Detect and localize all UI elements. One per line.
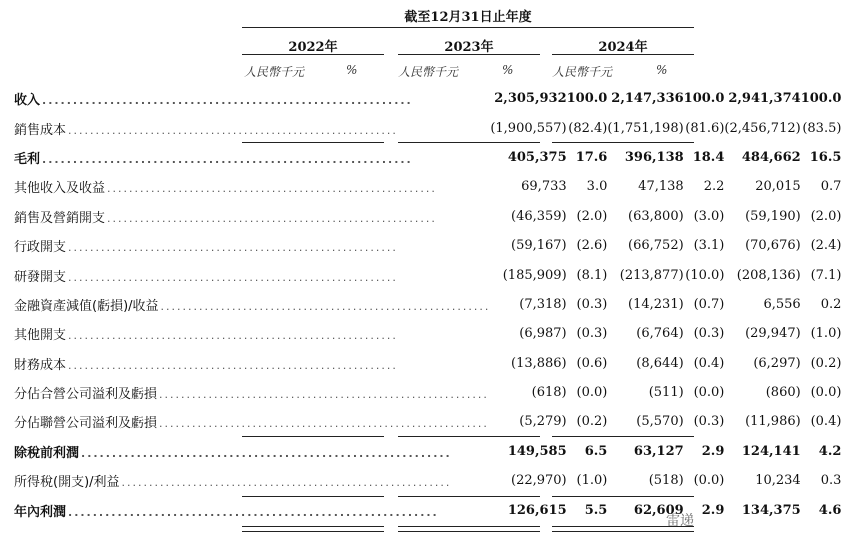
- table-row: [14, 172, 841, 201]
- table-row: [14, 231, 841, 260]
- percent-cell: (0.0): [693, 385, 725, 401]
- amount-cell: (6,987): [519, 326, 567, 342]
- percent-cell: 4.6: [818, 502, 841, 518]
- dot-leader: ............................................................: [68, 358, 398, 372]
- unit-amount-2024: 人民幣千元: [552, 65, 613, 79]
- percent-cell: (0.2): [810, 355, 841, 371]
- row-label: 行政開支 ............................................................: [14, 240, 398, 256]
- dot-leader: ............................................................: [42, 94, 413, 108]
- amount-cell: 69,733: [521, 179, 567, 195]
- table-row: [14, 349, 841, 378]
- row-label: 金融資產減值(虧損)/收益 ............................................................: [14, 298, 491, 314]
- percent-cell: (0.2): [576, 414, 608, 430]
- year-rule-2024: [552, 54, 694, 55]
- amount-cell: (59,167): [511, 238, 567, 254]
- table-row: [14, 202, 841, 231]
- row-label: 銷售成本 ............................................................: [14, 122, 398, 138]
- amount-cell: (5,570): [636, 414, 684, 430]
- year-rule-2023: [398, 54, 540, 55]
- row-label: 研發開支 ............................................................: [14, 269, 398, 285]
- percent-cell: (0.0): [810, 385, 841, 401]
- percent-cell: 17.6: [575, 149, 608, 165]
- amount-cell: (66,752): [628, 238, 684, 254]
- income-statement-table: [14, 84, 841, 525]
- percent-cell: (0.7): [693, 296, 725, 312]
- percent-cell: (0.4): [810, 414, 841, 430]
- amount-cell: 2,147,336: [611, 91, 684, 107]
- rule-before-profit: [398, 496, 540, 497]
- amount-cell: 126,615: [507, 502, 567, 518]
- amount-cell: 405,375: [507, 149, 567, 165]
- amount-cell: (2,456,712): [724, 120, 801, 136]
- amount-cell: (6,297): [753, 355, 801, 371]
- percent-cell: (0.3): [576, 326, 608, 342]
- percent-cell: (7.1): [810, 267, 841, 283]
- double-rule-profit: [242, 526, 384, 532]
- rule-before-profit: [552, 496, 694, 497]
- dot-leader: ............................................................: [68, 329, 398, 343]
- dot-leader: ............................................................: [42, 152, 413, 166]
- percent-cell: (0.4): [693, 355, 725, 371]
- dot-leader: ............................................................: [68, 505, 439, 519]
- amount-cell: (29,947): [745, 326, 801, 342]
- row-label: 年內利潤 ............................................................: [14, 504, 439, 520]
- amount-cell: 20,015: [755, 179, 801, 195]
- rule-before-pbt: [242, 436, 384, 437]
- dot-leader: ............................................................: [107, 211, 437, 225]
- amount-cell: 47,138: [638, 179, 684, 195]
- table-row: [14, 407, 841, 436]
- unit-pct-2023: %: [502, 63, 514, 77]
- amount-cell: 63,127: [633, 443, 684, 459]
- table-row: [14, 378, 841, 407]
- table-row: [14, 143, 841, 172]
- dot-leader: ............................................................: [81, 446, 452, 460]
- year-header-2024: 2024年: [598, 40, 648, 55]
- row-label: 其他收入及收益 ............................................................: [14, 181, 437, 197]
- amount-cell: (6,764): [636, 326, 684, 342]
- percent-cell: (1.0): [810, 326, 841, 342]
- rule-before-pbt: [398, 436, 540, 437]
- unit-amount-2023: 人民幣千元: [398, 65, 459, 79]
- percent-cell: 3.0: [586, 179, 608, 195]
- amount-cell: (511): [648, 385, 684, 401]
- percent-cell: (2.6): [576, 238, 608, 254]
- row-label: 毛利 ............................................................: [14, 151, 413, 167]
- amount-cell: (13,886): [511, 355, 567, 371]
- percent-cell: 0.3: [820, 473, 841, 489]
- percent-cell: 18.4: [692, 149, 725, 165]
- table-row: [14, 113, 841, 142]
- unit-amount-2022: 人民幣千元: [244, 65, 305, 79]
- percent-cell: (0.3): [693, 326, 725, 342]
- amount-cell: 134,375: [741, 502, 801, 518]
- amount-cell: (46,359): [511, 208, 567, 224]
- amount-cell: (618): [531, 385, 567, 401]
- percent-cell: (0.0): [693, 473, 725, 489]
- dot-leader: ............................................................: [121, 476, 452, 490]
- row-label: 除稅前利潤 ............................................................: [14, 445, 452, 461]
- unit-pct-2024: %: [656, 63, 668, 77]
- watermark: 雷递: [666, 513, 694, 529]
- percent-cell: (0.6): [576, 355, 608, 371]
- amount-cell: 10,234: [755, 473, 801, 489]
- period-title: 截至12月31日止年度: [404, 10, 532, 25]
- percent-cell: (83.5): [802, 120, 841, 136]
- amount-cell: (7,318): [519, 296, 567, 312]
- amount-cell: (213,877): [619, 267, 684, 283]
- rule-before-profit: [242, 496, 384, 497]
- row-label: 分佔合營公司溢利及虧損 ............................................................: [14, 387, 489, 403]
- rule-before-gross-profit: [552, 142, 694, 143]
- table-row: [14, 319, 841, 348]
- amount-cell: (22,970): [511, 473, 567, 489]
- percent-cell: (82.4): [568, 120, 608, 136]
- amount-cell: (860): [765, 385, 801, 401]
- percent-cell: 4.2: [818, 443, 841, 459]
- percent-cell: (81.6): [685, 120, 725, 136]
- row-label: 財務成本 ............................................................: [14, 357, 398, 373]
- percent-cell: 2.9: [701, 443, 725, 459]
- percent-cell: 16.5: [809, 149, 841, 165]
- amount-cell: (1,751,198): [607, 120, 684, 136]
- rule-before-gross-profit: [242, 142, 384, 143]
- percent-cell: (2.0): [576, 208, 608, 224]
- period-rule: [242, 27, 694, 28]
- percent-cell: (1.0): [576, 473, 608, 489]
- amount-cell: (11,986): [745, 414, 801, 430]
- dot-leader: ............................................................: [160, 299, 491, 313]
- percent-cell: (0.0): [576, 385, 608, 401]
- percent-cell: 2.9: [701, 502, 725, 518]
- year-header-2022: 2022年: [288, 40, 338, 55]
- percent-cell: 6.5: [584, 443, 608, 459]
- table-row: [14, 437, 841, 466]
- row-label: 其他開支 ............................................................: [14, 328, 398, 344]
- percent-cell: (10.0): [685, 267, 725, 283]
- table-row: [14, 290, 841, 319]
- amount-cell: (63,800): [628, 208, 684, 224]
- dot-leader: ............................................................: [159, 388, 489, 402]
- amount-cell: 6,556: [763, 296, 801, 312]
- dot-leader: ............................................................: [107, 182, 437, 196]
- rule-before-gross-profit: [398, 142, 540, 143]
- rule-before-pbt: [552, 436, 694, 437]
- row-label: 所得稅(開支)/利益 ............................................................: [14, 475, 452, 491]
- table-row: [14, 495, 841, 524]
- percent-cell: (0.3): [693, 414, 725, 430]
- percent-cell: 100.0: [683, 91, 725, 107]
- percent-cell: 100.0: [566, 91, 608, 107]
- unit-pct-2022: %: [346, 63, 358, 77]
- percent-cell: (2.4): [810, 238, 841, 254]
- amount-cell: 396,138: [624, 149, 684, 165]
- amount-cell: (59,190): [745, 208, 801, 224]
- percent-cell: 2.2: [703, 179, 725, 195]
- row-label: 收入 ............................................................: [14, 93, 413, 109]
- percent-cell: 0.7: [820, 179, 841, 195]
- dot-leader: ............................................................: [68, 270, 398, 284]
- dot-leader: ............................................................: [68, 123, 398, 137]
- amount-cell: (70,676): [745, 238, 801, 254]
- amount-cell: 484,662: [741, 149, 801, 165]
- amount-cell: (8,644): [636, 355, 684, 371]
- double-rule-profit: [398, 526, 540, 532]
- row-label: 分佔聯營公司溢利及虧損 ............................................................: [14, 416, 489, 432]
- amount-cell: (5,279): [519, 414, 567, 430]
- row-label: 銷售及營銷開支 ............................................................: [14, 210, 437, 226]
- amount-cell: (208,136): [736, 267, 801, 283]
- percent-cell: (2.0): [810, 208, 841, 224]
- percent-cell: 0.2: [820, 296, 841, 312]
- percent-cell: (8.1): [576, 267, 608, 283]
- percent-cell: (3.1): [693, 238, 725, 254]
- percent-cell: 5.5: [584, 502, 608, 518]
- percent-cell: (0.3): [576, 296, 608, 312]
- amount-cell: (518): [648, 473, 684, 489]
- table-row: [14, 84, 841, 113]
- dot-leader: ............................................................: [159, 417, 489, 431]
- year-header-2023: 2023年: [444, 40, 494, 55]
- table-row: [14, 260, 841, 289]
- amount-cell: (1,900,557): [490, 120, 567, 136]
- year-rule-2022: [242, 54, 384, 55]
- amount-cell: (14,231): [628, 296, 684, 312]
- amount-cell: (185,909): [502, 267, 567, 283]
- percent-cell: (3.0): [693, 208, 725, 224]
- amount-cell: 62,609: [633, 502, 684, 518]
- table-row: [14, 466, 841, 495]
- amount-cell: 2,941,374: [728, 91, 801, 107]
- amount-cell: 2,305,932: [494, 91, 567, 107]
- dot-leader: ............................................................: [68, 241, 398, 255]
- amount-cell: 149,585: [507, 443, 567, 459]
- amount-cell: 124,141: [741, 443, 801, 459]
- percent-cell: 100.0: [800, 91, 841, 107]
